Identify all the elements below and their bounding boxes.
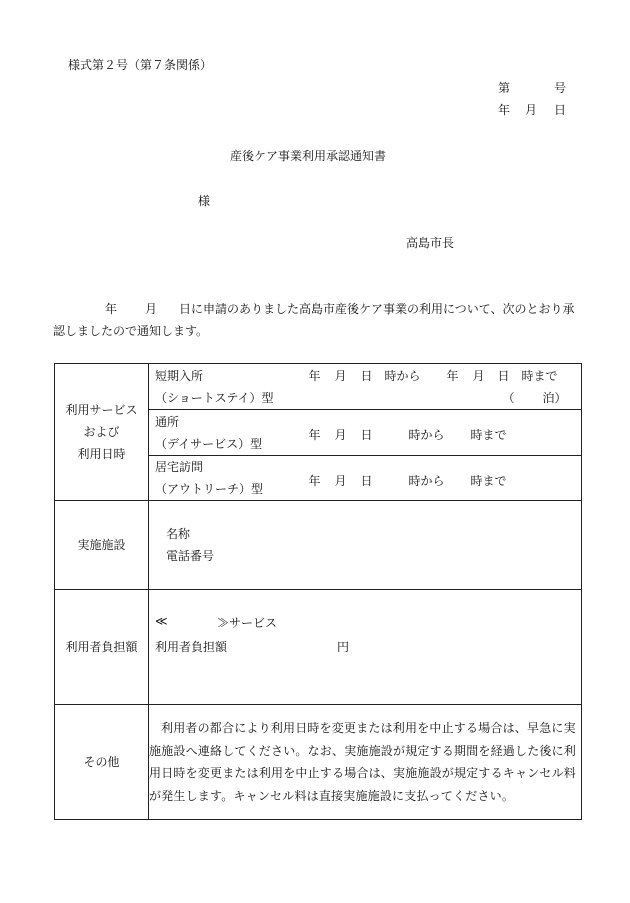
service-name-day-service: [149, 410, 287, 456]
service-bracket-close: ≫サービス: [217, 616, 278, 630]
service-name-outreach: [149, 456, 287, 501]
month: 月: [334, 474, 347, 488]
date-year: 年: [498, 103, 511, 117]
burden-amount-label: 利用者負担額: [155, 640, 228, 654]
service-bracket-open: ≪: [155, 614, 168, 628]
form-number: 様式第２号（第７条関係）: [68, 58, 213, 72]
body-month: 月: [145, 302, 158, 316]
service-time-day-service: [287, 410, 582, 456]
burden-content: [149, 590, 582, 705]
burden-label: 利用者負担額: [55, 590, 149, 705]
from-month: 月: [334, 369, 347, 383]
service-name-line2: （アウトリーチ）型: [155, 482, 264, 496]
from-time: 時から: [408, 428, 445, 442]
facility-phone-label: 電話番号: [166, 549, 215, 563]
doc-number-suffix: 号: [554, 81, 567, 95]
to-time: 時まで: [521, 369, 558, 383]
to-time: 時まで: [470, 474, 507, 488]
year: 年: [308, 474, 321, 488]
to-day: 日: [497, 369, 510, 383]
service-name-short-stay: [149, 364, 287, 410]
other-label: その他: [55, 705, 149, 820]
facility-row: [55, 501, 582, 590]
to-year: 年: [446, 369, 459, 383]
body-year: 年: [105, 302, 118, 316]
nights-close: 泊）: [542, 391, 567, 405]
service-name-line2: （ショートステイ）型: [155, 390, 274, 405]
from-year: 年: [308, 369, 321, 383]
body-paragraph: [53, 298, 581, 342]
to-time: 時まで: [470, 428, 507, 442]
date-month: 月: [525, 103, 538, 117]
day: 日: [360, 428, 373, 442]
service-time-short-stay: [287, 364, 582, 410]
other-text: 利用者の都合により利用日時を変更または利用を中止する場合は、早急に実施施設へ連絡してください。なお、実施施設が規定する期間を経過した後に利用日時を変更または利用を中止する場合は、実施施設が規定するキャンセル料が発生します。キャンセル料は直接実施施設に支払ってください。: [149, 705, 582, 820]
year: 年: [308, 428, 321, 442]
service-label-cell: [55, 364, 149, 501]
service-name-line1: 短期入所: [155, 368, 204, 383]
issuer: 高島市長: [406, 236, 455, 250]
to-month: 月: [472, 369, 485, 383]
service-name-line1: 通所: [155, 414, 180, 429]
from-time: 時から: [384, 369, 421, 383]
burden-row: [55, 590, 582, 705]
service-label-line3: 利用日時: [77, 447, 126, 461]
service-time-outreach: [287, 456, 582, 501]
body-rest: 日に申請のありました高島市産後ケア事業の利用について、次のとおり承認しましたので通知します。: [53, 302, 575, 338]
facility-name-label: 名称: [166, 527, 191, 541]
service-label-line2: および: [83, 425, 120, 439]
from-time: 時から: [408, 474, 445, 488]
document-title: 産後ケア事業利用承認通知書: [230, 149, 387, 163]
facility-content: [149, 501, 582, 590]
from-day: 日: [360, 369, 373, 383]
service-row-short-stay: [55, 364, 582, 410]
doc-number-prefix: 第: [498, 81, 511, 95]
other-row: [55, 705, 582, 820]
nights-open: （: [502, 391, 515, 405]
day: 日: [360, 474, 373, 488]
approval-table: [54, 363, 582, 820]
date-day: 日: [554, 103, 567, 117]
service-name-line2: （デイサービス）型: [155, 436, 263, 451]
yen-unit: 円: [337, 640, 350, 654]
facility-label: 実施施設: [55, 501, 149, 590]
month: 月: [334, 428, 347, 442]
recipient-honorific: 様: [198, 194, 211, 208]
service-name-line1: 居宅訪問: [155, 460, 204, 474]
service-label-line1: 利用サービス: [65, 403, 138, 417]
